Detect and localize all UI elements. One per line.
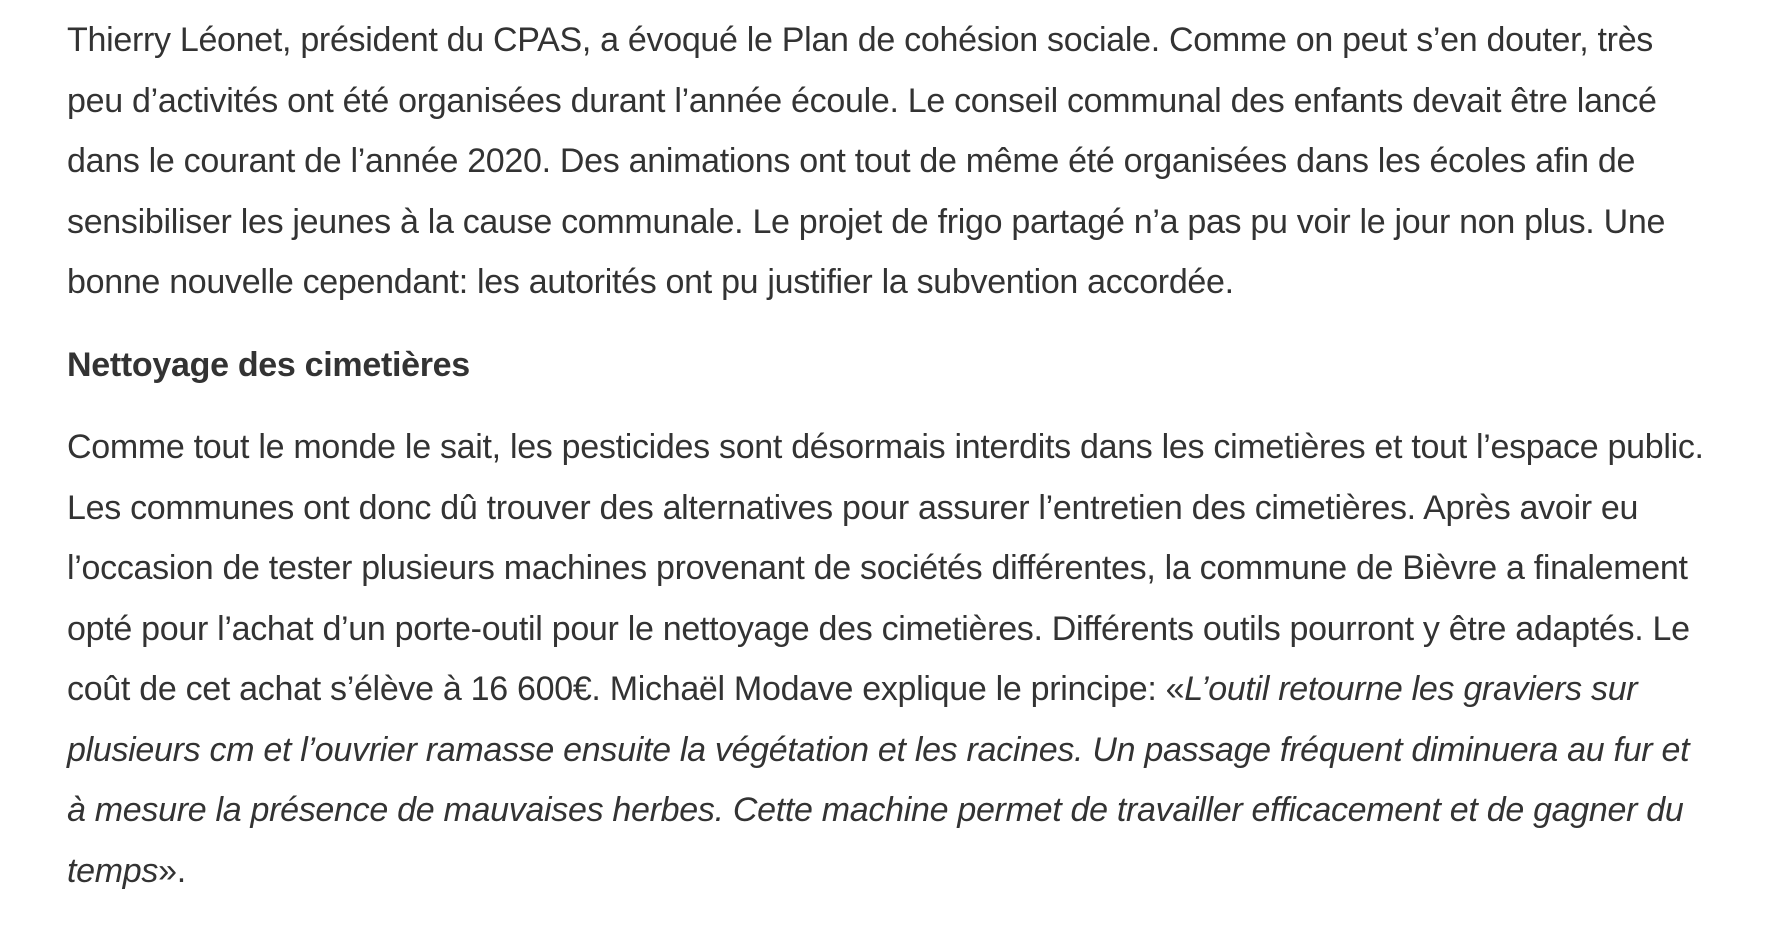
cemetery-paragraph [67,417,1707,901]
article-body [67,10,1707,901]
quote-text: L’outil retourne les graviers sur plusieurs cm et l’ouvrier ramasse ensuite la végétation et les racines. Un passage fréquent diminuera au fur et à mesure la présence de mauvaises herbes. Cette machine permet de travailler efficacement et de gagner du temps [67,670,1690,890]
quote-closing: ». [158,851,186,890]
intro-paragraph: Thierry Léonet, président du CPAS, a évoqué le Plan de cohésion sociale. Comme on peut s’en douter, très peu d’activités ont été organisées durant l’année écoule. Le conseil communal des enfants devait être lancé dans le courant de l’année 2020. Des animations ont tout de même été organisées dans les écoles afin de sensibiliser les jeunes à la cause communale. Le projet de frigo partagé n’a pas pu voir le jour non plus. Une bonne nouvelle cependant: les autorités ont pu justifier la subvention accordée. [67,21,1666,301]
section-heading: Nettoyage des cimetières [67,345,470,384]
cemetery-paragraph-text: Comme tout le monde le sait, les pesticides sont désormais interdits dans les cimetières et tout l’espace public. Les communes ont donc dû trouver des alternatives pour assurer l’entretien des cimetières. Après avoir eu l’occasion de tester plusieurs machines provenant de sociétés différentes, la commune de Bièvre a finalement opté pour l’achat d’un porte-outil pour le nettoyage des cimetières. Différents outils pourront y être adaptés. Le coût de cet achat s’élève à 16 600€. Michaël Modave explique le principe: « [67,428,1704,708]
